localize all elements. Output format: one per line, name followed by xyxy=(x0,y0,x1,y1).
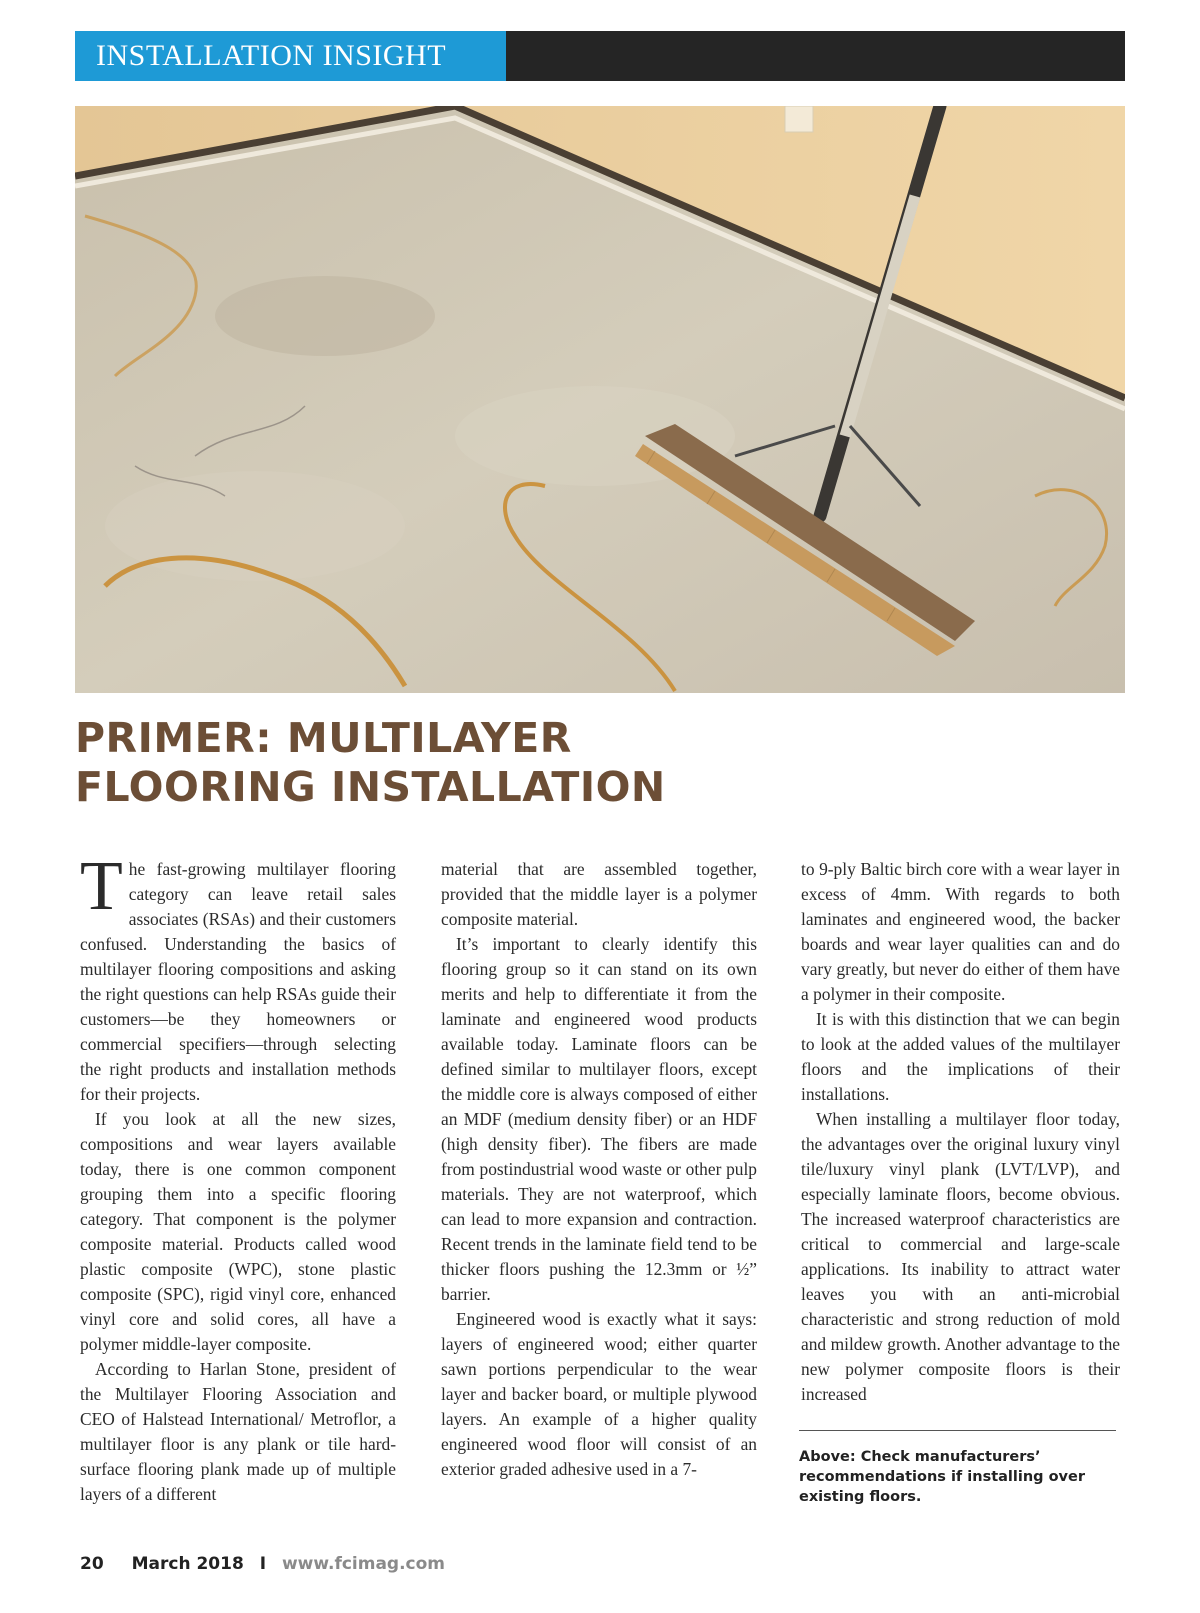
floor-broom-photo-icon xyxy=(75,106,1125,693)
body-paragraph: material that are assembled together, provided that the middle layer is a polymer composite material. xyxy=(441,859,757,929)
article-column-1 xyxy=(80,848,396,1507)
article-title xyxy=(75,714,1125,812)
body-paragraph: to 9-ply Baltic birch core with a wear layer in excess of 4mm. With regards to both laminates and engineered wood, the backer boards and wear layer qualities can and do vary greatly, but never do either of them have a polymer in their composite. xyxy=(801,859,1120,1004)
paragraph-text: he fast-growing multilayer flooring category can leave retail sales associates (RSAs) and their customers confused. Understanding the basics of multilayer flooring compositions and asking the right questions can help RSAs guide their customers—be they homeowners or commercial specifiers—through selecting the right products and installation methods for their projects. xyxy=(80,859,396,1104)
article-title-line-1: PRIMER: MULTILAYER xyxy=(75,714,572,762)
drop-cap: T xyxy=(80,848,123,925)
body-paragraph: If you look at all the new sizes, compositions and wear layers available today, there is one common component grouping them into a specific flooring category. That component is the polymer composite material. Products called wood plastic composite (WPC), stone plastic composite (SPC), rigid vinyl core, enhanced vinyl core and solid cores, all have a polymer middle-layer composite. xyxy=(80,1109,396,1354)
hero-photo xyxy=(75,106,1125,693)
body-paragraph: It’s important to clearly identify this flooring group so it can stand on its own merits and help to differentiate it from the laminate and engineered wood products available today. Laminate floors can be defined similar to multilayer floors, except the middle core is always composed of either an MDF (medium density fiber) or an HDF (high density fiber). The fibers are made from postindustrial wood waste or other pulp materials. They are not waterproof, which can lead to more expansion and contraction. Recent trends in the laminate field tend to be thicker floors pushing the 12.3mm or ½” barrier. xyxy=(441,934,757,1304)
body-paragraph xyxy=(80,848,396,1107)
website-link[interactable]: www.fcimag.com xyxy=(281,1554,446,1574)
body-paragraph: It is with this distinction that we can begin to look at the added values of the multilayer floors and the implications of their installations. xyxy=(801,1009,1120,1104)
section-label: INSTALLATION INSIGHT xyxy=(75,31,506,81)
article-column-2 xyxy=(441,857,757,1482)
photo-caption: Above: Check manufacturers’ recommendations if installing over existing floors. xyxy=(799,1449,1085,1505)
issue-date: March 2018 xyxy=(131,1554,244,1574)
article-column-3 xyxy=(801,857,1120,1407)
body-paragraph: According to Harlan Stone, president of the Multilayer Flooring Association and CEO of Halstead International/ Metroflor, a multilayer floor is any plank or tile hard-surface flooring plank made up of multiple layers of a different xyxy=(80,1359,396,1504)
page-footer xyxy=(80,1554,445,1574)
page-number: 20 xyxy=(80,1554,104,1574)
footer-separator: I xyxy=(259,1554,267,1574)
body-paragraph: When installing a multilayer floor today, the advantages over the original luxury vinyl tile/luxury vinyl plank (LVT/LVP), and especially laminate floors, become obvious. The increased waterproof characteristics are critical to commercial and large-scale applications. Its inability to attract water leaves you with an anti-microbial characteristic and strong reduction of mold and mildew growth. Another advantage to the new polymer composite floors is their increased xyxy=(801,1109,1120,1404)
body-paragraph: Engineered wood is exactly what it says: layers of engineered wood; either quarter sawn portions perpendicular to the wear layer and backer board, or multiple plywood layers. An example of a higher quality engineered wood floor will consist of an exterior graded adhesive used in a 7- xyxy=(441,1309,757,1479)
caption-divider xyxy=(799,1430,1116,1431)
article-title-line-2: FLOORING INSTALLATION xyxy=(75,763,666,811)
